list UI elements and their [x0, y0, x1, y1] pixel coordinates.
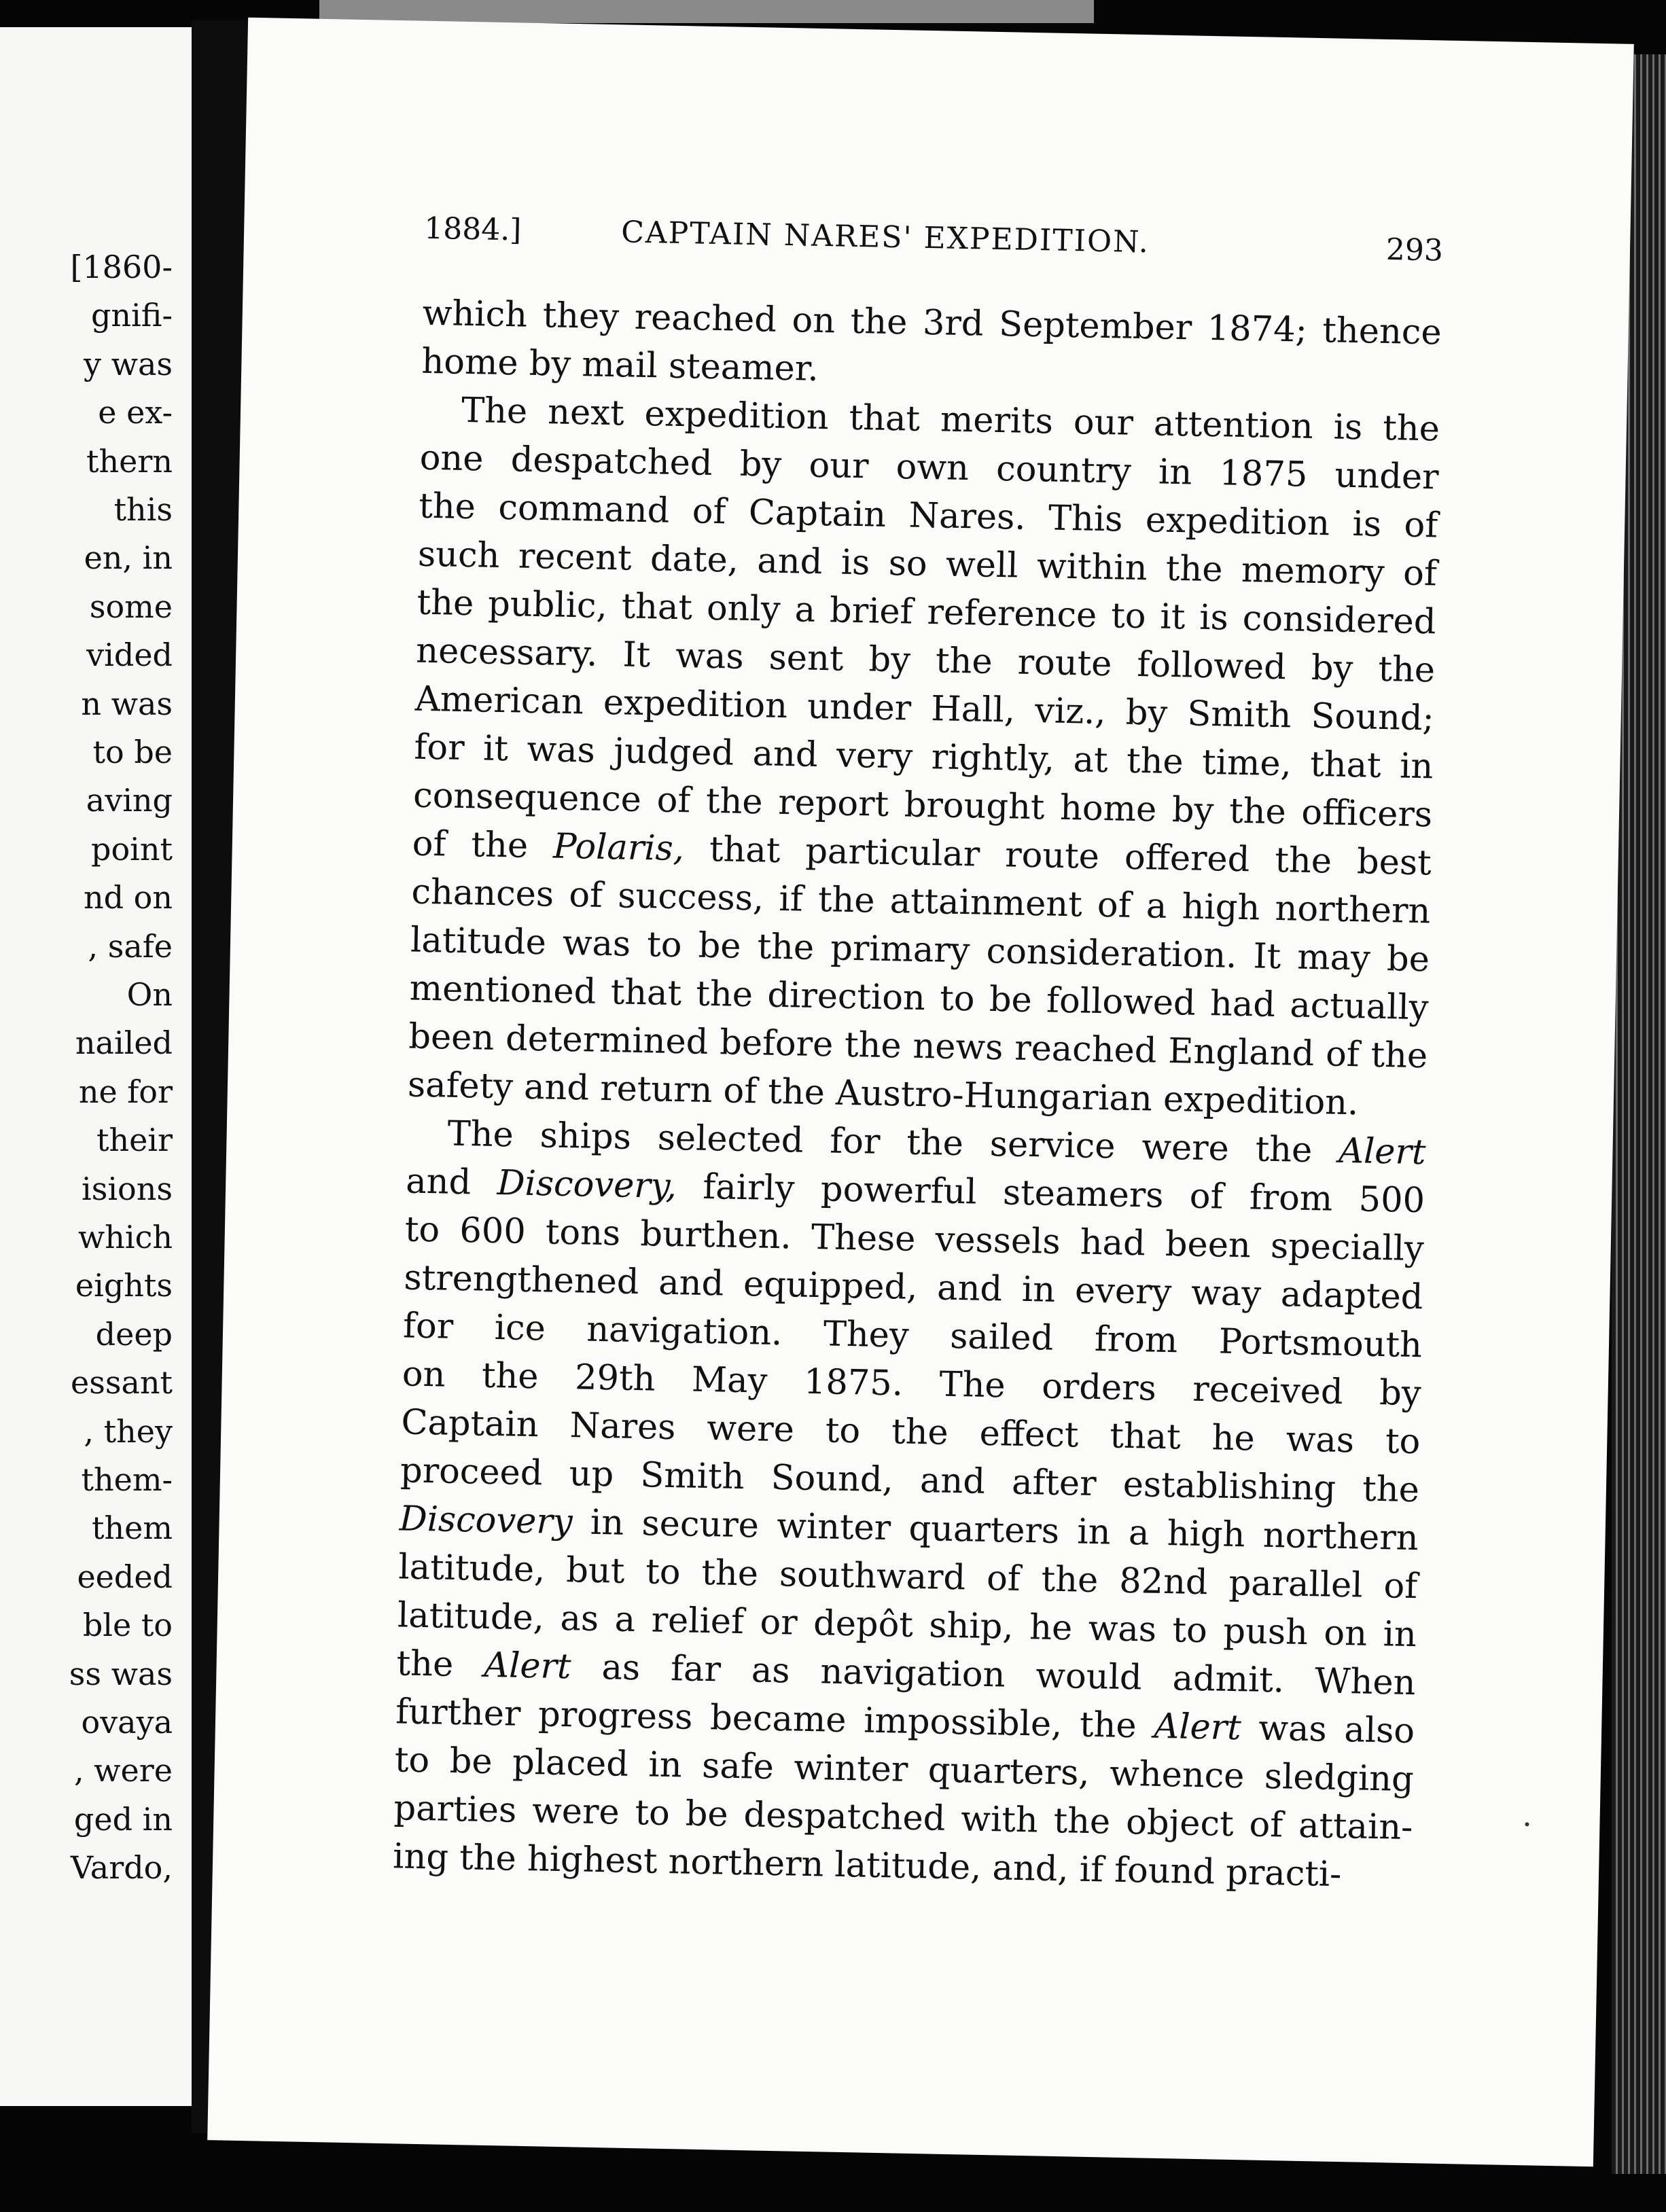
left-page-line-fragment: deep — [95, 1315, 173, 1353]
text-segment: strengthened and equipped, and in every way adapted — [404, 1257, 1423, 1318]
left-page-line-fragment: e ex- — [98, 394, 173, 431]
text-segment: further progress became impossible, the — [395, 1692, 1155, 1747]
text-segment: in secure winter quarters in a high northern — [572, 1502, 1419, 1559]
text-segment: proceed up Smith Sound, and after establishing the — [400, 1450, 1420, 1511]
left-page-line-fragment: eeded — [77, 1558, 173, 1595]
left-page-line-fragment: aving — [86, 782, 173, 819]
text-segment: such recent date, and is so well within the memory of — [417, 534, 1438, 594]
text-segment: that particular route offered the best — [684, 829, 1432, 884]
text-segment: chances of success, if the attainment of a high northern — [410, 872, 1431, 932]
right-page — [207, 18, 1634, 2167]
left-page-line-fragment: ovaya — [81, 1704, 173, 1741]
left-page-line-fragment: isions — [82, 1170, 173, 1207]
text-segment: latitude, as a relief or depôt ship, he was to push on in — [397, 1595, 1417, 1656]
left-page-line-fragment: thern — [86, 442, 173, 480]
text-segment: necessary. It was sent by the route followed by the — [415, 630, 1436, 691]
left-page-line-fragment: , safe — [88, 927, 173, 965]
text-segment: the public, that only a brief reference to it is considered — [416, 582, 1436, 643]
text-segment: latitude, but to the southward of the 82nd parallel of — [397, 1547, 1418, 1607]
text-segment: to 600 tons burthen. These vessels had been specially — [404, 1209, 1425, 1270]
text-segment: one despatched by our own country in 1875 under — [419, 438, 1440, 498]
italic-text-segment: Discovery, — [497, 1163, 677, 1207]
left-page-line-fragment: vided — [86, 637, 173, 674]
text-segment: the — [396, 1643, 484, 1685]
text-segment: was also — [1241, 1708, 1415, 1752]
text-segment: latitude was to be the primary consideration. It may be — [410, 920, 1430, 980]
text-segment: which they reached on the 3rd September 1874; thence — [422, 293, 1442, 353]
text-segment: as far as navigation would admit. When — [570, 1647, 1417, 1704]
left-page-line-fragment: to be — [92, 734, 173, 770]
left-page-line-fragment: ble to — [82, 1607, 173, 1644]
left-page-line-fragment: [1860- — [70, 249, 173, 285]
left-page-line-fragment: which — [77, 1219, 173, 1255]
italic-text-segment: Discovery — [399, 1499, 573, 1543]
left-page-line-fragment: eights — [75, 1267, 173, 1304]
left-page-line-fragment: nd on — [83, 879, 173, 916]
left-page-line-fragment: , were — [73, 1752, 173, 1789]
running-header — [424, 211, 1444, 272]
text-segment: American expedition under Hall, viz., by Smith Sound; — [414, 679, 1435, 739]
italic-text-segment: Alert — [1338, 1130, 1426, 1173]
italic-text-segment: Polaris, — [552, 826, 685, 870]
left-page-line-fragment: their — [96, 1122, 173, 1159]
left-page-line-fragment: essant — [71, 1364, 173, 1402]
left-page — [0, 27, 192, 2106]
text-segment: ing the highest northern latitude, and, if found practi- — [392, 1836, 1342, 1895]
left-page-line-fragment: this — [113, 491, 173, 528]
italic-text-segment: Alert — [483, 1645, 572, 1688]
header-year: 1884.] — [423, 211, 522, 248]
left-page-line-fragment: point — [91, 830, 173, 868]
text-segment: The next expedition that merits our attention is the — [461, 390, 1440, 450]
left-page-line-fragment: gnifi- — [90, 297, 173, 334]
text-segment: of the — [412, 823, 554, 867]
left-page-line-fragment: ged in — [73, 1800, 173, 1838]
scan-top-strip — [319, 0, 1094, 23]
left-page-line-fragment: them- — [81, 1461, 173, 1498]
text-segment: fairly powerful steamers of from 500 — [676, 1166, 1425, 1221]
left-page-line-fragment: , they — [84, 1412, 173, 1450]
text-segment: for ice navigation. They sailed from Portsmouth — [402, 1306, 1423, 1366]
left-page-line-fragment: some — [89, 588, 173, 625]
left-page-line-fragment: ss was — [69, 1655, 173, 1692]
text-segment: to be placed in safe winter quarters, whence sledging — [394, 1740, 1415, 1800]
text-segment: parties were to be despatched with the object of attain- — [393, 1788, 1413, 1849]
text-segment: mentioned that the direction to be followed had actually — [409, 968, 1430, 1029]
text-segment: consequence of the report brought home by the officers — [412, 775, 1433, 836]
left-page-line-fragment: y was — [83, 345, 173, 382]
body-text — [393, 289, 1442, 1900]
left-page-line-fragment: Vardo, — [70, 1849, 173, 1887]
text-segment: The ships selected for the service were the — [447, 1113, 1339, 1171]
text-segment: been determined before the news reached England of the — [408, 1016, 1428, 1077]
text-segment: home by mail steamer. — [421, 341, 819, 389]
text-segment: the command of Captain Nares. This expedition is of — [418, 486, 1438, 546]
text-segment: for it was judged and very rightly, at the time, that in — [414, 727, 1434, 787]
scan-speck — [1525, 1822, 1529, 1826]
left-page-line-fragment: them — [92, 1510, 173, 1547]
text-segment: safety and return of the Austro-Hungarian expedition. — [407, 1065, 1359, 1124]
header-title: CAPTAIN NARES' EXPEDITION. — [620, 215, 1150, 260]
left-page-line-fragment: ne for — [78, 1073, 173, 1110]
left-page-line-fragment: n was — [81, 685, 173, 722]
italic-text-segment: Alert — [1153, 1706, 1242, 1749]
text-segment: on the 29th May 1875. The orders received by — [402, 1354, 1422, 1414]
text-segment: Captain Nares were to the effect that he was to — [400, 1402, 1421, 1463]
left-page-line-fragment: en, in — [84, 539, 173, 577]
left-page-line-fragment: nailed — [75, 1024, 173, 1062]
page-number: 293 — [1385, 232, 1444, 268]
left-page-line-fragment: On — [126, 976, 173, 1013]
text-segment: and — [405, 1161, 498, 1204]
